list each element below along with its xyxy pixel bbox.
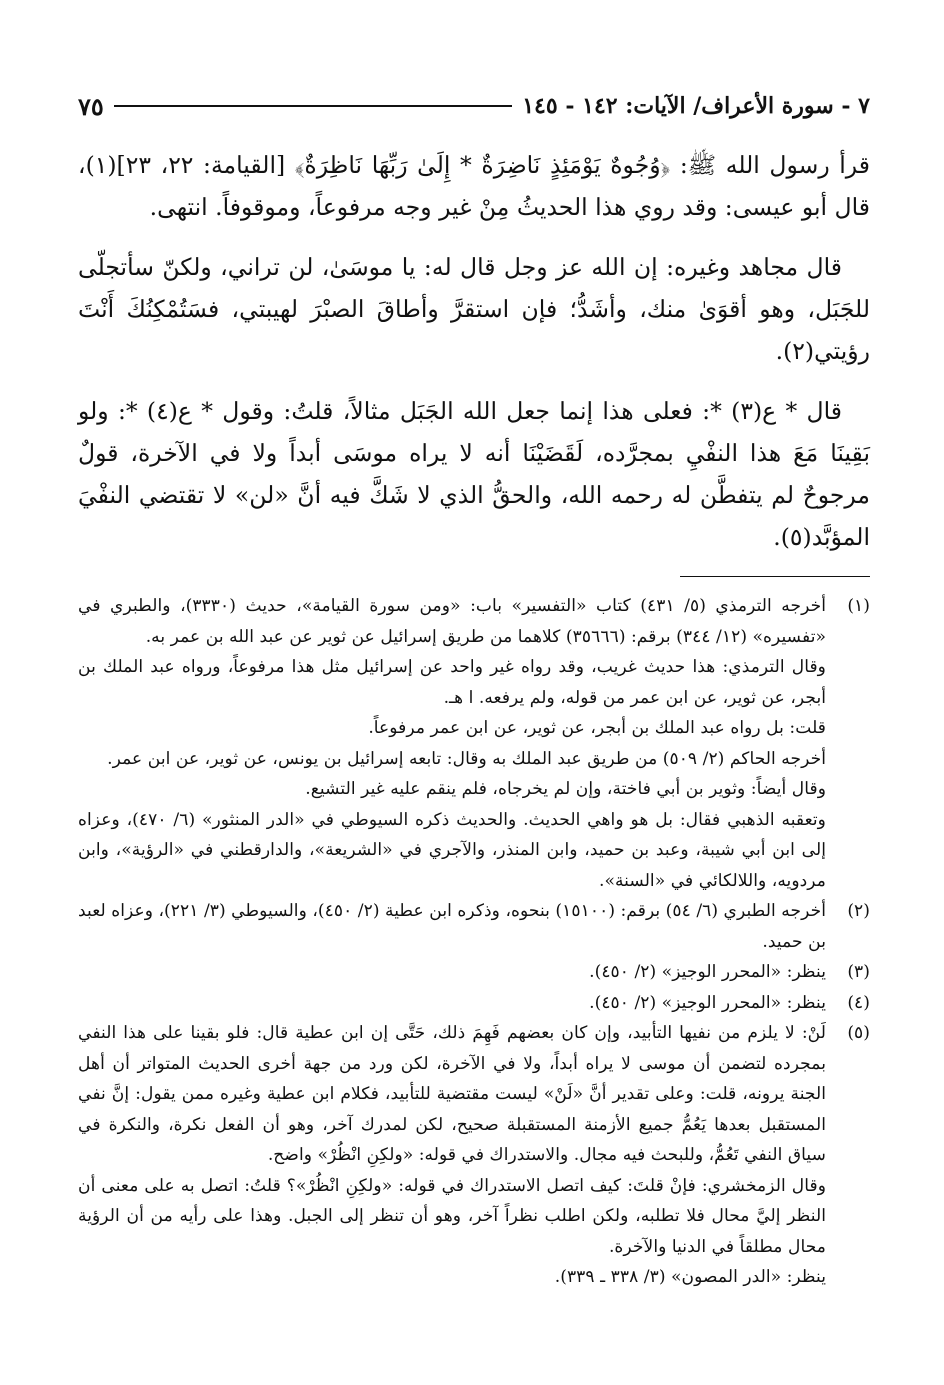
footnote-line: وقال الزمخشري: فإنْ قلتَ: كيف اتصل الاستدراك في قوله: «ولكِنِ انْظُرْ»؟ قلتُ: اتصل به على معنى أن النظر إليَّ محال فلا تطلبه، ولكن اطلب نظراً آخر، وهو أن تنظر إلى الجبل. وهذا على رأيه من أن الرؤية محال مطلقاً في الدنيا والآخرة. (78, 1175, 826, 1257)
main-text (78, 144, 870, 558)
footnote-line: أخرجه الترمذي (٥/ ٤٣١) كتاب «التفسير» باب: «ومن سورة القيامة»، حديث (٣٣٣٠)، والطبري في «تفسيره» (١٢/ ٣٤٤) برقم: (٣٥٦٦٦) كلاهما من طريق إسرائيل عن ثوير عن عبد الله بن عمر به. (78, 596, 827, 647)
page-number: ٧٥ (78, 91, 104, 121)
running-header (78, 88, 870, 124)
footnote-line: قلت: بل رواه عبد الملك بن أبجر، عن ثوير، عن ابن عمر مرفوعاً. (368, 718, 826, 738)
footnote-line: أخرجه الحاكم (٢/ ٥٠٩) من طريق عبد الملك به وقال: تابعه إسرائيل بن يونس، عن ثوير، عن ابن عمر. (107, 748, 826, 769)
footnote-5 (78, 1018, 870, 1293)
footnote-line: وقال الترمذي: هذا حديث غريب، وقد رواه غير واحد عن إسرائيل مثل هذا مرفوعاً، ورواه عبد الملك بن أبجر، عن ثوير، عن ابن عمر من قوله، ولم يرفعه. ا هـ. (78, 657, 826, 708)
footnote-1 (78, 591, 870, 896)
footnote-line: وتعقبه الذهبي فقال: بل هو واهي الحديث. والحديث ذكره السيوطي في «الدر المنثور» (٦/ ٤٧٠)، وعزاه إلى ابن أبي شيبة، وعبد بن حميد، وابن المنذر، والآجري في «الشريعة»، والدارقطني في «الرؤية»، وابن مردويه، واللالكائي في «السنة». (78, 809, 826, 891)
footnote-number: (٤) (847, 992, 870, 1013)
footnote-2 (78, 896, 870, 957)
page (78, 88, 870, 1293)
footnote-number: (٣) (847, 962, 870, 982)
footnote-3 (78, 957, 870, 988)
paragraph-1: قرأ رسول الله ﷺ: ﴿وُجُوهٌ يَوْمَئِذٍ نَاضِرَةٌ * إِلَىٰ رَبِّهَا نَاظِرَةٌ﴾ [القيامة: ٢٢، ٢٣](١)، قال أبو عيسى: وقد روي هذا الحديثُ مِنْ غير وجه مرفوعاً، وموقوفاً. انتهى. (78, 151, 871, 221)
footnote-4 (78, 988, 870, 1019)
footnote-number: (٥) (847, 1023, 870, 1043)
footnote-number: (٢) (847, 901, 870, 921)
footnote-line: ينظر: «المحرر الوجيز» (٢/ ٤٥٠). (589, 992, 826, 1013)
paragraph-2: قال مجاهد وغيره: إن الله عز وجل قال له: يا موسَىٰ، لن تراني، ولكنّ سأتجلّى للجَبَل، وهو أقوَىٰ منك، وأشَدُّ؛ فإن استقرَّ وأطاقَ الصبْرَ لهيبتي، فسَتُمْكِنُكَ أَنْتَ رؤيتي(٢). (78, 253, 870, 365)
footnote-line: ينظر: «الدر المصون» (٣/ ٣٣٨ ـ ٣٣٩). (554, 1267, 826, 1287)
header-rule (114, 105, 512, 107)
paragraph-3: قال * ع(٣) *: فعلى هذا إنما جعل الله الجَبَل مثالاً، قلتُ: وقول * ع(٤) *: ولو بَقِينَا مَعَ هذا النفْيِ بمجرَّده، لَقَضَيْنَا أنه لا يراه موسَى أبداً ولا في الآخرة، قولٌ مرجوحٌ لم يتفطَّن له رحمه الله، والحقُّ الذي لا شَكَّ فيه أنَّ «لن» لا تقتضي النفْيَ المؤبَّد(٥). (78, 397, 870, 551)
footnote-line: وقال أيضاً: وثوير بن أبي فاختة، وإن لم يخرجاه، فلم ينقم عليه غير التشيع. (305, 779, 826, 799)
footnote-separator (680, 576, 870, 577)
footnote-line: أخرجه الطبري (٦/ ٥٤) برقم: (١٥١٠٠) بنحوه، وذكره ابن عطية (٢/ ٤٥٠)، والسيوطي (٣/ ٢٢١)، وعزاه لعبد بن حميد. (78, 901, 826, 952)
header-title: ٧ - سورة الأعراف/ الآيات: ١٤٢ - ١٤٥ (522, 93, 870, 119)
footnote-line: لَنْ: لا يلزم من نفيها التأبيد، وإن كان بعضهم فَهِمَ ذلك، حَتَّى إن ابن عطية قال: فلو بقينا على هذا النفي بمجرده لتضمن أن موسى لا يراه أبداً، ولا في الآخرة، لكن ورد من جهة أخرى الحديث المتواتر أن أهل الجنة يرونه، قلت: وعلى تقدير أنَّ «لَنْ» ليست مقتضية للتأبيد، فكلام ابن عطية وغيره ممن يقول: إنَّ نفي المستقبل بعدها يَعُمُّ جميع الأزمنة المستقبلة صحيح، لكن لمدرك آخر، وهو أن الفعل نكرة، والنكرة في سياق النفي تَعُمُّ، وللبحث فيه مجال. والاستدراك في قوله: «ولكِنِ انْظُرْ» واضح. (78, 1023, 826, 1165)
footnote-line: ينظر: «المحرر الوجيز» (٢/ ٤٥٠). (589, 962, 826, 982)
footnotes (78, 591, 870, 1293)
footnote-number: (١) (847, 596, 870, 616)
